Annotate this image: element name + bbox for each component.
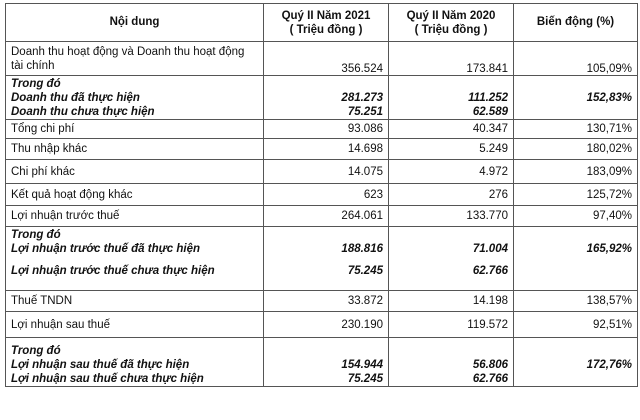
value-2020: 40.347 — [389, 120, 514, 139]
header-change: Biến động (%) — [514, 4, 638, 42]
value-change: 130,71% — [514, 120, 638, 139]
header-q2-2020-title: Quý II Năm 2020 — [406, 9, 496, 22]
value-change: 92,51% — [514, 312, 638, 338]
unrealized-label: Lợi nhuận sau thuế chưa thực hiện — [11, 373, 204, 385]
unrealized-label: Lợi nhuận trước thuế chưa thực hiện — [11, 265, 215, 277]
table-row — [6, 139, 638, 160]
value-change: 183,09% — [514, 160, 638, 184]
realized-2020: 111.252 — [468, 92, 508, 104]
row-label: Kết quả hoạt động khác — [6, 184, 264, 206]
value-2021: 93.086 — [264, 120, 389, 139]
realized-2020: 56.806 — [472, 359, 508, 371]
group-label-cell — [6, 76, 264, 120]
group-heading: Trong đó — [11, 229, 61, 241]
value-2020: 133.770 — [389, 206, 514, 227]
realized-change: 152,83% — [586, 92, 632, 104]
realized-2020: 71.004 — [472, 243, 508, 255]
unrealized-2021: 75.245 — [347, 265, 383, 277]
value-2020: 14.198 — [389, 291, 514, 312]
table-row — [6, 160, 638, 184]
realized-2021: 281.273 — [341, 92, 383, 104]
group-label-cell — [6, 227, 264, 291]
table-row-group — [6, 227, 638, 291]
header-q2-2020 — [389, 4, 514, 42]
table-row — [6, 42, 638, 76]
value-2020: 173.841 — [389, 42, 514, 76]
table-row-group — [6, 76, 638, 120]
realized-change: 165,92% — [586, 243, 632, 255]
value-2020: 5.249 — [389, 139, 514, 160]
group-heading: Trong đó — [11, 345, 61, 357]
header-q2-2021 — [264, 4, 389, 42]
table-row-group — [6, 338, 638, 387]
value-change: 138,57% — [514, 291, 638, 312]
row-label: Lợi nhuận sau thuế — [6, 312, 264, 338]
value-change: 97,40% — [514, 206, 638, 227]
row-label: Chi phí khác — [6, 160, 264, 184]
header-content: Nội dung — [6, 4, 264, 42]
table-header-row — [6, 4, 638, 42]
realized-2021: 188.816 — [341, 243, 383, 255]
group-label-cell — [6, 338, 264, 387]
value-2021: 623 — [264, 184, 389, 206]
row-label: Tổng chi phí — [6, 120, 264, 139]
row-label: Thu nhập khác — [6, 139, 264, 160]
group-2021-cell — [264, 338, 389, 387]
value-change: 105,09% — [514, 42, 638, 76]
row-label: Lợi nhuận trước thuế — [6, 206, 264, 227]
table-row — [6, 184, 638, 206]
value-2021: 264.061 — [264, 206, 389, 227]
unrealized-2021: 75.245 — [347, 373, 383, 385]
value-2021: 356.524 — [264, 42, 389, 76]
group-2021-cell — [264, 227, 389, 291]
unrealized-2020: 62.589 — [472, 106, 508, 118]
row-label: Doanh thu hoạt động và Doanh thu hoạt động tài chính — [6, 42, 264, 76]
group-change-cell — [514, 338, 638, 387]
unrealized-2021: 75.251 — [347, 106, 383, 118]
group-2020-cell — [389, 227, 514, 291]
value-2021: 14.075 — [264, 160, 389, 184]
value-2021: 14.698 — [264, 139, 389, 160]
row-label: Thuế TNDN — [6, 291, 264, 312]
table-row — [6, 312, 638, 338]
financial-results-table — [5, 3, 638, 387]
group-heading: Trong đó — [11, 78, 61, 90]
table-row — [6, 291, 638, 312]
group-2020-cell — [389, 338, 514, 387]
value-2020: 4.972 — [389, 160, 514, 184]
realized-label: Doanh thu đã thực hiện — [11, 92, 140, 104]
header-q2-2021-unit: ( Triệu đồng ) — [289, 23, 363, 36]
realized-change: 172,76% — [586, 359, 632, 371]
realized-label: Lợi nhuận trước thuế đã thực hiện — [11, 243, 201, 255]
unrealized-label: Doanh thu chưa thực hiện — [11, 106, 155, 118]
header-q2-2020-unit: ( Triệu đồng ) — [414, 23, 488, 36]
table-row — [6, 120, 638, 139]
value-change: 125,72% — [514, 184, 638, 206]
group-change-cell — [514, 76, 638, 120]
group-2021-cell — [264, 76, 389, 120]
unrealized-2020: 62.766 — [472, 373, 508, 385]
table-row — [6, 206, 638, 227]
realized-label: Lợi nhuận sau thuế đã thực hiện — [11, 359, 190, 371]
header-q2-2021-title: Quý II Năm 2021 — [281, 9, 371, 22]
value-2020: 276 — [389, 184, 514, 206]
value-2020: 119.572 — [389, 312, 514, 338]
unrealized-2020: 62.766 — [472, 265, 508, 277]
value-2021: 33.872 — [264, 291, 389, 312]
realized-2021: 154.944 — [341, 359, 383, 371]
value-change: 180,02% — [514, 139, 638, 160]
value-2021: 230.190 — [264, 312, 389, 338]
group-change-cell — [514, 227, 638, 291]
group-2020-cell — [389, 76, 514, 120]
